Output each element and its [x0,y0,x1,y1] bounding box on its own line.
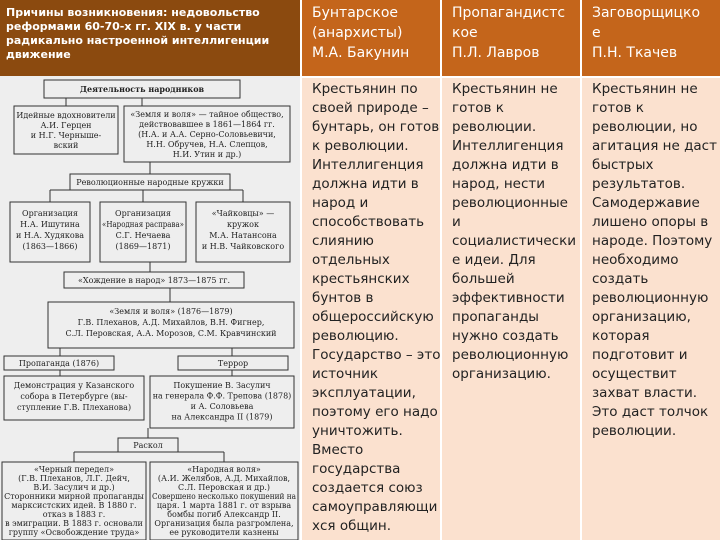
column-body-line: Интеллигенция [452,138,564,154]
column-head-line: П.Н. Ткачев [592,45,678,61]
zemlya1-line: Н.Н. Обручев, Н.А. Слепцов, [146,140,268,149]
column-body-line: революции, но [592,119,698,135]
narodniki-diagram [0,76,300,540]
zemlya2-text [65,307,276,338]
column-body [442,78,580,540]
column-body-line: бунтарь, он готов [312,119,440,135]
column-zagovorshchitskoe [582,0,720,540]
org2-line: «Народная расправа» [102,220,185,229]
column-body [302,78,440,540]
demo-text [14,381,135,412]
org3-line: «Чайковцы» — [211,209,275,218]
column-body-line: и [452,214,461,230]
column-body-line: бунтов в [312,290,374,306]
column-body-line: к революции. [312,138,409,154]
terror-label: Террор [217,359,249,368]
column-body-line: результатов. [592,176,686,192]
khozhdenie-label: «Хождение в народ» 1873—1875 гг. [77,276,231,285]
column-head [302,0,440,76]
demo-line: Демонстрация у Казанского [13,381,135,390]
zemlya2-line: «Земля и воля» (1876—1879) [109,307,233,316]
ideas-line: А.И. Герцен [40,121,92,130]
column-body-line: необходимо [592,252,679,268]
org3-text [202,209,284,251]
org3-line: кружок [226,220,260,229]
column-buntarskoe [302,0,440,540]
will-line: царя. 1 марта 1881 г. от взрыва [156,501,292,510]
black-line: группу «Освобождение труда» [8,528,140,537]
attempt-line: и А. Соловьева [190,402,254,411]
demo-line: собора в Петербурге (вы- [20,392,128,401]
will-line: (А.И. Желябов, А.Д. Михайлов, [157,474,291,483]
column-body-line: нужно создать [452,328,559,344]
column-body-line: организацию. [452,366,551,382]
attempt-line: Покушение В. Засулич [173,381,271,390]
column-body-line: способствовать [312,214,425,230]
column-body-line: пропаганды [452,309,539,325]
will-line: Совершено несколько покушений на [152,492,297,501]
black-line: в эмиграции. В 1883 г. основали [5,519,143,528]
column-body-line: Крестьянин не [452,81,558,97]
column-head-line: кое [452,25,478,41]
black-text [4,465,144,537]
black-line: «Черный передел» [33,465,115,474]
column-body-line: революцию. [312,328,399,344]
column-body-line: Вместо [312,442,364,458]
column-body-line: революции. [592,423,677,439]
org2-line: (1869—1871) [115,242,171,251]
ideas-line: и Н.Г. Черныше- [30,131,102,140]
column-body-line: создать [592,271,649,287]
diagram-title: Деятельность народников [79,84,205,94]
column-body-line: уничтожить. [312,423,403,439]
column-body-line: Самодержавие [592,195,700,211]
org2-line: С.Г. Нечаева [115,231,171,240]
black-line: марксистских идей. В 1880 г. [11,501,137,510]
column-body-line: захват власти. [592,385,698,401]
column-head [582,0,720,76]
column-propagandistskoe [442,0,580,540]
column-body-line: революционные [452,195,568,211]
column-body-line: Интеллигенция [312,157,424,173]
zemlya1-line: «Земля и воля» — тайное общество, [130,110,284,119]
causes-header: Причины возникновения: недовольство реформами 60-70-х гг. XIX в. у части радикально настроенной интеллигенции движение [0,0,300,76]
column-body-line: которая [592,328,650,344]
column-head-line: Пропагандистс [452,5,566,21]
ideas-line: Идейные вдохновители [16,111,116,120]
attempt-text [153,381,292,422]
black-line: отказ в 1883 г. [42,510,106,519]
column-body-line: должна идти в [312,176,419,192]
column-head-line: (анархисты) [312,25,403,41]
org3-line: М.А. Натансона [209,231,277,240]
column-body-line: лишено опоры в [592,214,709,230]
black-line: В.И. Засулич и др.) [33,483,115,492]
black-line: Сторонники мирной пропаганды [4,492,144,501]
org1-line: и Н.А. Худякова [15,231,85,240]
zemlya2-line: Г.В. Плеханов, А.Д. Михайлов, В.Н. Фигнер, [77,318,265,327]
column-body-line: осуществит [592,366,677,382]
propaganda-label: Пропаганда (1876) [18,359,100,368]
will-line: С.Л. Перовская и др.) [177,483,271,492]
column-body-line: крестьянских [312,271,410,287]
ideas-text [16,111,115,150]
column-head-line: П.Л. Лавров [452,45,540,61]
org1-line: (1863—1866) [22,242,78,251]
column-body-line: Государство – это [312,347,441,363]
column-body-line: поэтому его надо [312,404,438,420]
zemlya1-text [130,110,283,159]
column-body-line: эксплуатации, [312,385,416,401]
org1-line: Организация [22,209,78,218]
column-body-line: революционную [592,290,709,306]
column-body-line: своей природе – [312,100,429,116]
column-body-line: революционную [452,347,569,363]
column-body-line: отдельных [312,252,390,268]
column-body-line: социалистически [452,233,577,249]
column-body-line: слиянию [312,233,374,249]
org3-line: и Н.В. Чайковского [201,242,285,251]
will-line: ее руководители казнены [169,528,279,537]
zemlya2-line: С.Л. Перовская, А.А. Морозов, С.М. Кравчинский [65,329,277,338]
column-body [582,78,720,540]
org2-line: Организация [115,209,171,218]
black-line: (Г.В. Плеханов, Л.Г. Дейч, [18,474,130,483]
column-body-line: самоуправляющи [312,499,438,515]
column-body-line: источник [312,366,379,382]
column-body-line: революции. [452,119,537,135]
demo-line: ступление Г.В. Плеханова) [16,403,132,412]
column-body-line: большей [452,271,515,287]
column-body-line: Крестьянин не [592,81,698,97]
ideas-line: вский [53,141,79,150]
column-body-line: государства [312,461,401,477]
column-body-line: быстрых [592,157,654,173]
column-body-line: Это даст толчок [592,404,709,420]
column-body-line: народ, нести [452,176,546,192]
column-body-line: подготовит и [592,347,688,363]
zemlya1-line: (Н.А. и А.А. Серно-Соловьевичи, [138,130,276,139]
column-head-line: е [592,25,601,41]
attempt-line: на Александра II (1879) [171,412,273,422]
column-body-line: агитация не даст [592,138,717,154]
column-body-line: народе. Поэтому [592,233,713,249]
will-text [152,465,296,537]
column-body-line: создается союз [312,480,423,496]
will-line: «Народная воля» [187,465,261,474]
column-body-line: Крестьянин по [312,81,418,97]
will-line: Организация была разгромлена, [154,519,294,528]
circles-label: Революционные народные кружки [76,178,224,187]
column-body-line: готов к [452,100,504,116]
split-label: Раскол [133,441,163,450]
zemlya1-line: действовавшее в 1861—1864 гг. [139,120,275,129]
column-head-line: Бунтарское [312,5,398,21]
will-line: бомбы погиб Александр II. [167,510,281,519]
org1-text [16,209,84,251]
column-body-line: хся общин. [312,518,392,534]
column-body-line: готов к [592,100,644,116]
attempt-line: на генерала Ф.Ф. Трепова (1878) [152,391,292,401]
org1-line: Н.А. Ишутина [20,220,80,229]
column-head [442,0,580,76]
org2-text [102,209,184,251]
column-body-line: народ и [312,195,369,211]
column-body-line: эффективности [452,290,565,306]
column-body-line: общероссийскую [312,309,434,325]
movement-table [302,0,720,540]
column-head-line: М.А. Бакунин [312,45,410,61]
zemlya1-line: Н.И. Утин и др.) [172,150,242,159]
column-body-line: организацию, [592,309,691,325]
column-body-line: е идеи. Для [452,252,536,268]
diagram-svg [0,76,300,540]
column-body-line: должна идти в [452,157,559,173]
column-head-line: Заговорщицко [592,5,701,21]
